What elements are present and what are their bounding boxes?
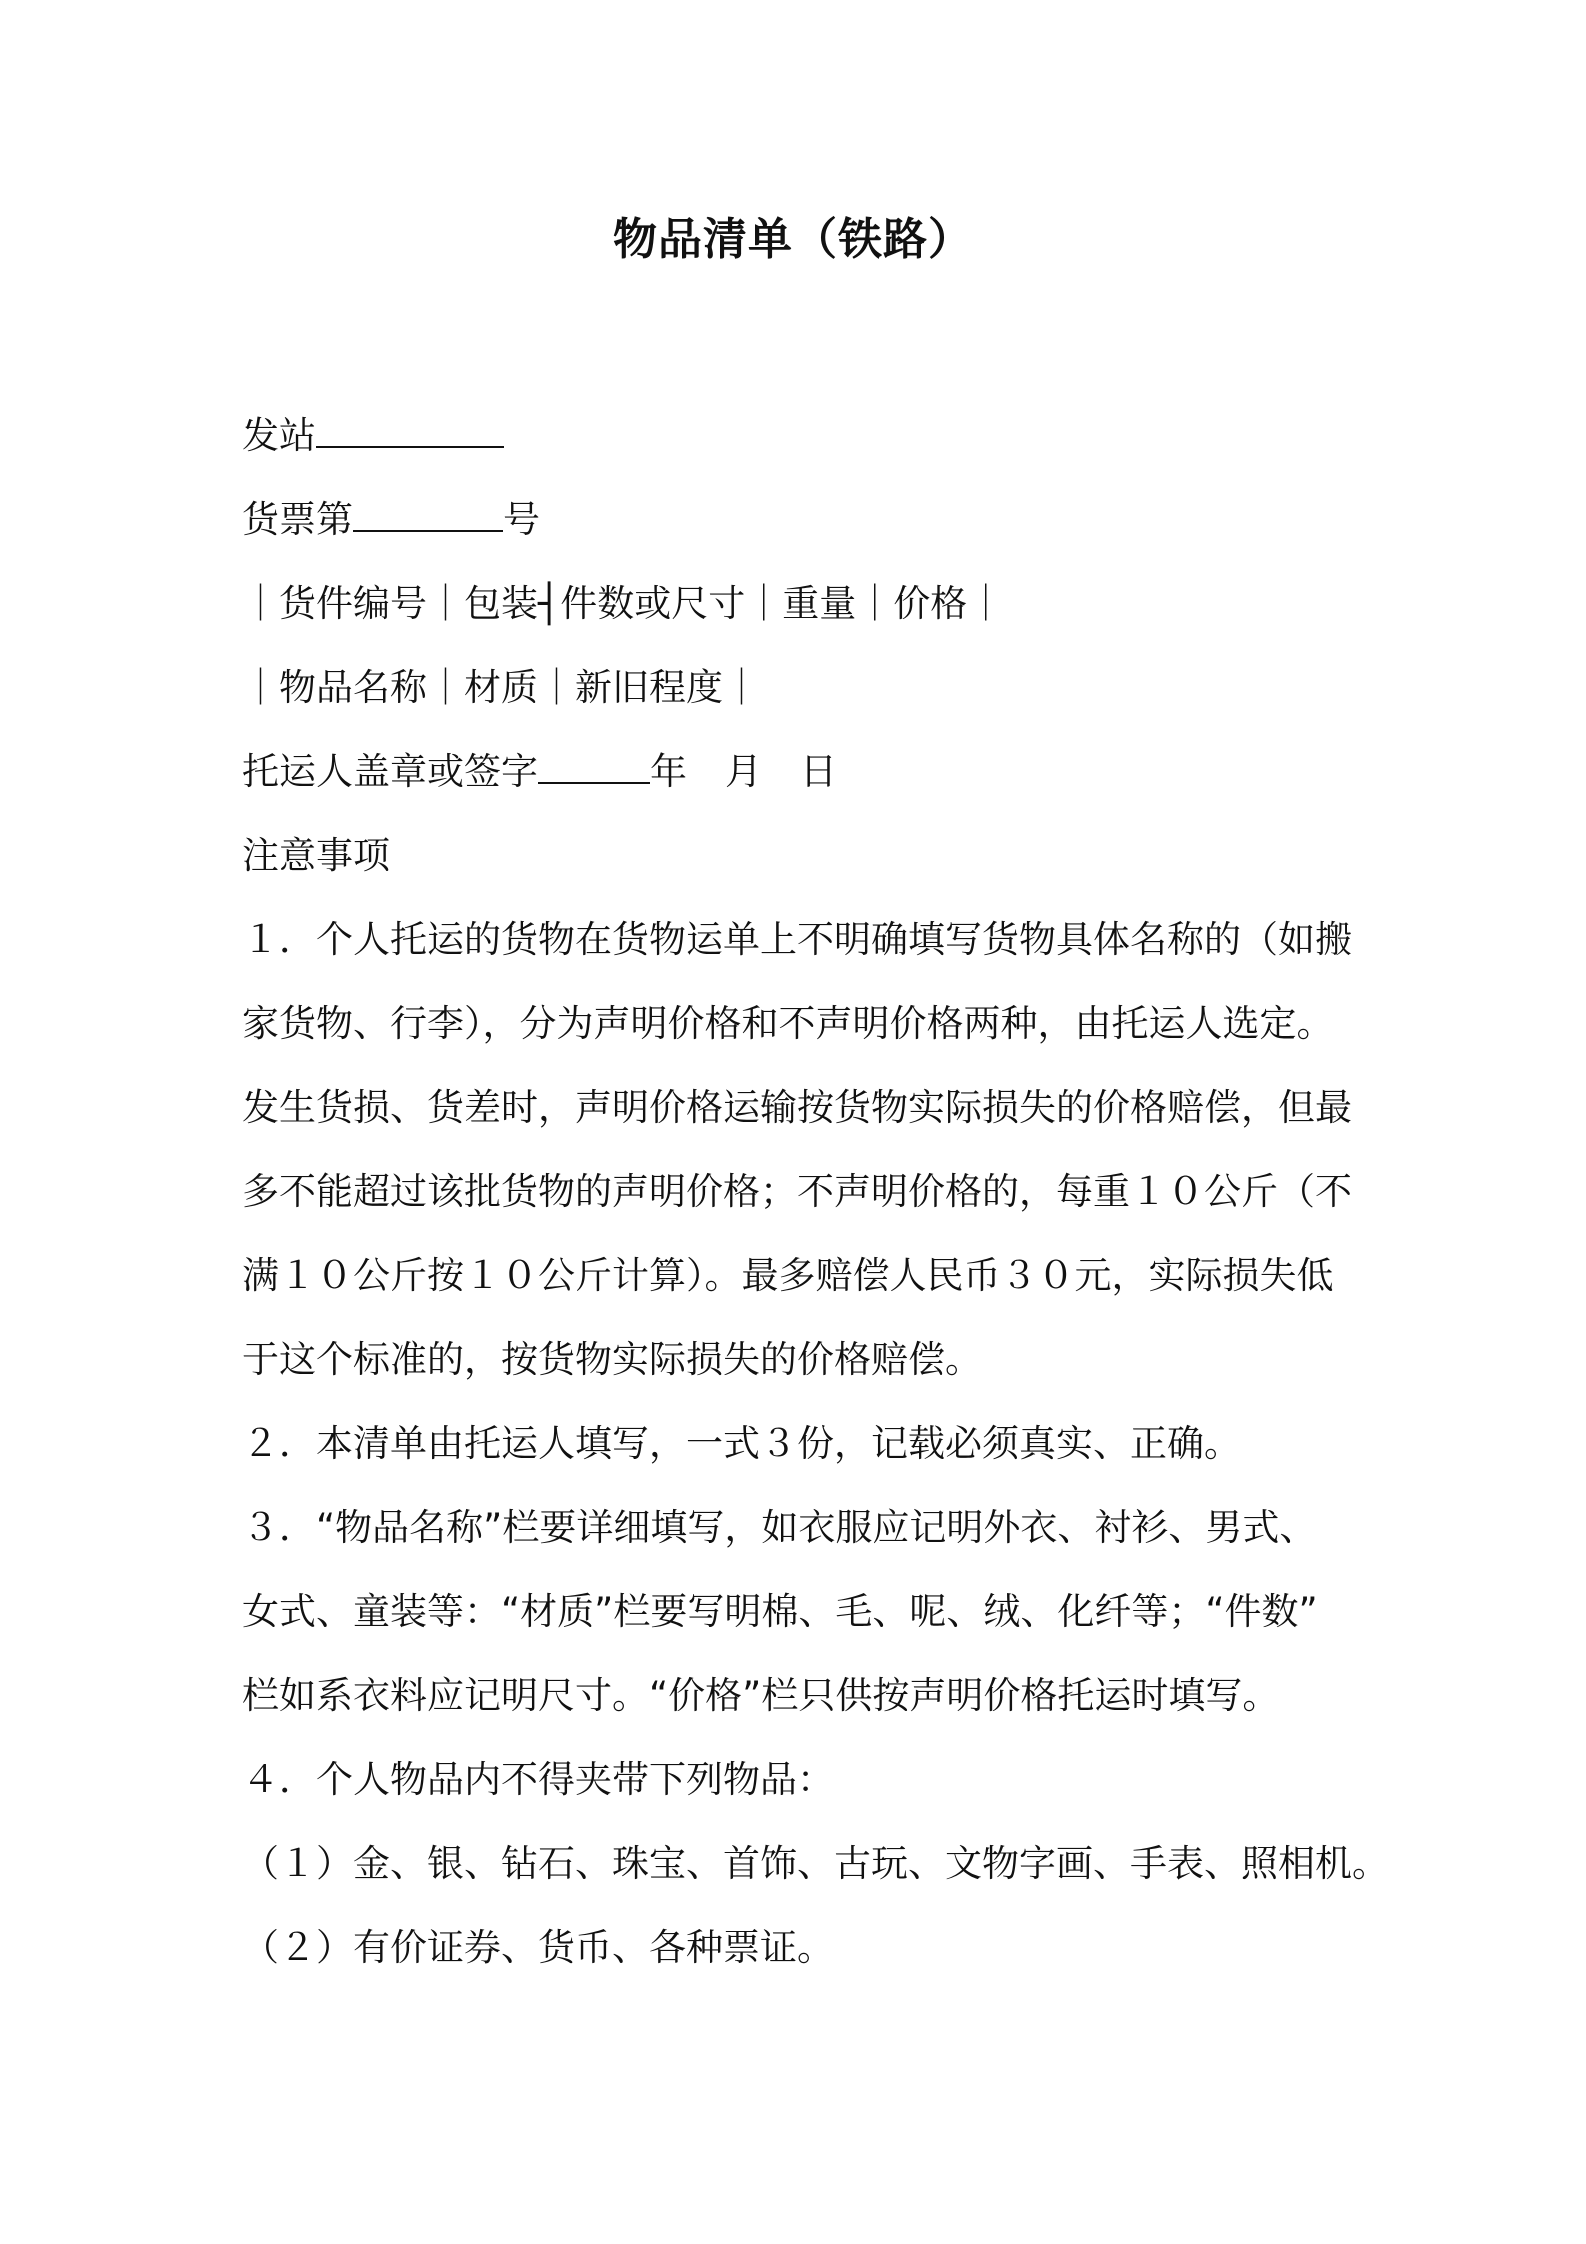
signature-field xyxy=(242,746,1362,798)
month-label: 月 xyxy=(725,750,762,793)
notes-heading: 注意事项 xyxy=(242,834,390,877)
note-line: 女式、童装等：“材质”栏要写明棉、毛、呢、绒、化纤等；“件数” xyxy=(242,1590,1318,1633)
note-line: 满１０公斤按１０公斤计算）。最多赔偿人民币３０元，实际损失低 xyxy=(242,1254,1334,1297)
station-label: 发站 xyxy=(242,414,316,457)
day-label: 日 xyxy=(800,750,837,793)
table-row-2: ｜物品名称｜材质｜新旧程度｜ xyxy=(242,666,760,709)
signature-label: 托运人盖章或签字 xyxy=(242,750,538,793)
year-label: 年 xyxy=(650,750,687,793)
note-line: ２．本清单由托运人填写，一式３份，记载必须真实、正确。 xyxy=(242,1422,1241,1465)
waybill-prefix: 货票第 xyxy=(242,498,353,541)
note-line: 发生货损、货差时，声明价格运输按货物实际损失的价格赔偿，但最 xyxy=(242,1086,1352,1129)
table-row-1: ｜货件编号｜包装┤件数或尺寸｜重量｜价格｜ xyxy=(242,582,1005,625)
note-line: 多不能超过该批货物的声明价格；不声明价格的，每重１０公斤（不 xyxy=(242,1170,1352,1213)
waybill-field xyxy=(242,494,1362,546)
station-blank[interactable] xyxy=(316,412,504,448)
station-field xyxy=(242,410,1362,462)
note-line: 家货物、行李），分为声明价格和不声明价格两种，由托运人选定。 xyxy=(242,1002,1334,1045)
note-line: ３．“物品名称”栏要详细填写，如衣服应记明外衣、衬衫、男式、 xyxy=(242,1506,1317,1549)
note-line: （２）有价证券、货币、各种票证。 xyxy=(242,1926,834,1969)
signature-blank[interactable] xyxy=(538,748,650,784)
document-title: 物品清单（铁路） xyxy=(613,214,973,265)
note-line: 于这个标准的，按货物实际损失的价格赔偿。 xyxy=(242,1338,982,1381)
note-line: （１）金、银、钻石、珠宝、首饰、古玩、文物字画、手表、照相机。 xyxy=(242,1842,1389,1885)
note-line: 栏如系衣料应记明尺寸。“价格”栏只供按声明价格托运时填写。 xyxy=(242,1674,1280,1717)
waybill-blank[interactable] xyxy=(353,496,503,532)
waybill-suffix: 号 xyxy=(503,498,540,541)
note-line: １．个人托运的货物在货物运单上不明确填写货物具体名称的（如搬 xyxy=(242,918,1352,961)
note-line: ４．个人物品内不得夹带下列物品： xyxy=(242,1758,834,1801)
